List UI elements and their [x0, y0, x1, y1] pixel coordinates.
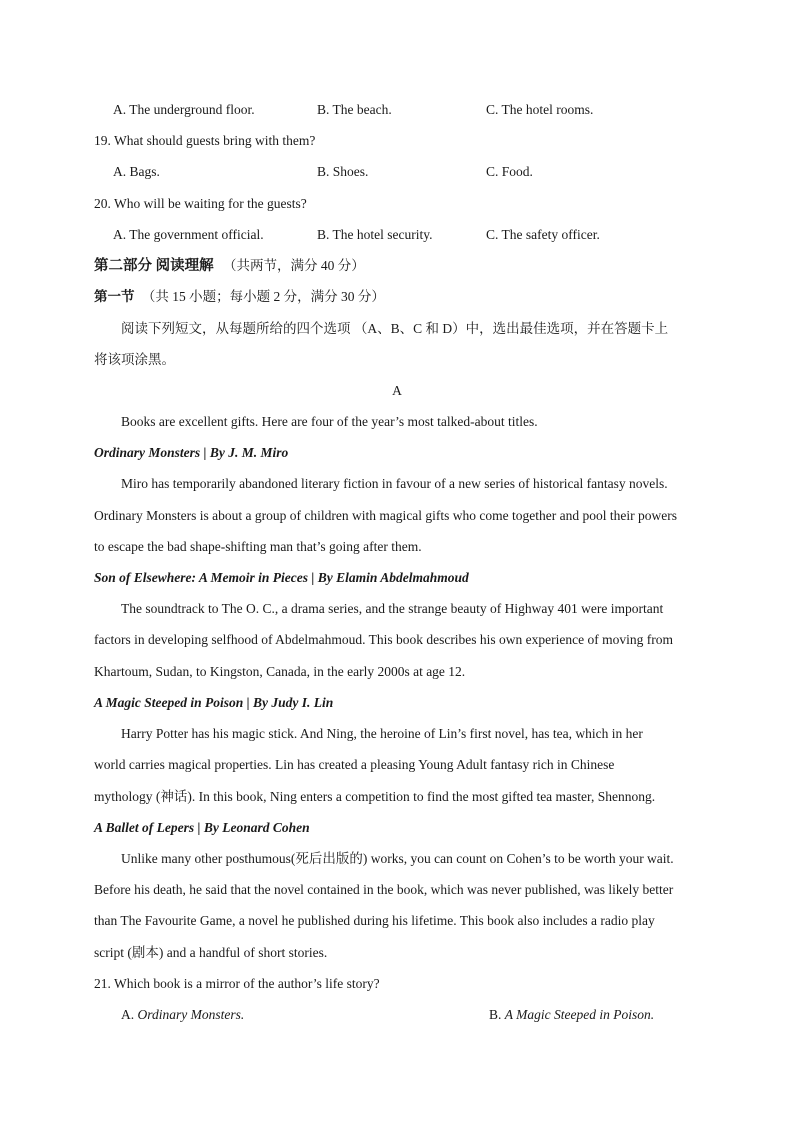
section1-heading-row: [94, 288, 385, 306]
q21-option-b-title: A Magic Steeped in Poison.: [504, 1007, 655, 1022]
q21-option-b-prefix: B.: [489, 1007, 502, 1022]
section1-note: （共 15 小题；每小题 2 分，满分 30 分）: [141, 289, 385, 304]
book1-line-3: to escape the bad shape-shifting man that’s going after them.: [94, 539, 422, 554]
q18-option-c: C. The hotel rooms.: [486, 102, 594, 117]
instruction-line-2: 将该项涂黑。: [94, 352, 175, 367]
passage-label: A: [392, 383, 402, 398]
book2-line-1: The soundtrack to The O. C., a drama series, and the strange beauty of Highway 401 were important: [121, 601, 664, 616]
part2-heading-note: （共两节，满分 40 分）: [223, 258, 365, 273]
book-title-magic-steeped: A Magic Steeped in Poison | By Judy I. Lin: [94, 695, 334, 710]
book1-line-1: Miro has temporarily abandoned literary fiction in favour of a new series of historical fantasy novels.: [121, 476, 668, 491]
part2-heading: 第二部分 阅读理解: [94, 258, 214, 274]
book2-line-2: factors in developing selfhood of Abdelmahmoud. This book describes his own experience of moving from: [94, 632, 674, 647]
book-title-ordinary-monsters: Ordinary Monsters | By J. M. Miro: [94, 445, 289, 460]
book4-line-3: than The Favourite Game, a novel he published during his lifetime. This book also includes a radio play: [94, 913, 655, 928]
book4-line-2: Before his death, he said that the novel contained in the book, which was never published, was likely better: [94, 882, 674, 897]
q20-option-a: A. The government official.: [113, 227, 264, 242]
q20-stem: 20. Who will be waiting for the guests?: [94, 196, 307, 211]
q19-option-a: A. Bags.: [113, 164, 160, 179]
q21-option-a: [121, 1006, 244, 1024]
book-title-ballet-of-lepers: A Ballet of Lepers | By Leonard Cohen: [94, 820, 310, 835]
q18-option-a: A. The underground floor.: [113, 102, 255, 117]
book4-line-1: Unlike many other posthumous(死后出版的) works, you can count on Cohen’s to be worth your wait.: [121, 851, 674, 866]
q20-option-b: B. The hotel security.: [317, 227, 433, 242]
q21-option-a-prefix: A.: [121, 1007, 135, 1022]
q20-option-c: C. The safety officer.: [486, 227, 600, 242]
q18-option-b: B. The beach.: [317, 102, 392, 117]
part2-heading-row: [94, 257, 365, 275]
q21-option-a-title: Ordinary Monsters.: [137, 1007, 245, 1022]
instruction-line-1: 阅读下列短文，从每题所给的四个选项 （A、B、C 和 D）中，选出最佳选项，并在答题卡上: [121, 321, 669, 336]
q21-stem: 21. Which book is a mirror of the author’s life story?: [94, 976, 380, 991]
q21-option-b: [489, 1006, 654, 1024]
q19-stem: 19. What should guests bring with them?: [94, 133, 316, 148]
book3-line-3: mythology (神话). In this book, Ning enters a competition to find the most gifted tea master, Shennong.: [94, 789, 656, 804]
q19-option-b: B. Shoes.: [317, 164, 369, 179]
book3-line-2: world carries magical properties. Lin has created a pleasing Young Adult fantasy rich in Chinese: [94, 757, 615, 772]
book1-line-2: Ordinary Monsters is about a group of children with magical gifts who come together and pool their powers: [94, 508, 677, 523]
section1-heading: 第一节: [94, 289, 135, 304]
q19-option-c: C. Food.: [486, 164, 533, 179]
book2-line-3: Khartoum, Sudan, to Kingston, Canada, in the early 2000s at age 12.: [94, 664, 466, 679]
passage-intro: Books are excellent gifts. Here are four of the year’s most talked-about titles.: [121, 414, 538, 429]
book3-line-1: Harry Potter has his magic stick. And Ning, the heroine of Lin’s first novel, has tea, which in her: [121, 726, 643, 741]
book-title-son-of-elsewhere: Son of Elsewhere: A Memoir in Pieces | By Elamin Abdelmahmoud: [94, 570, 469, 585]
book4-line-4: script (剧本) and a handful of short stories.: [94, 945, 328, 960]
